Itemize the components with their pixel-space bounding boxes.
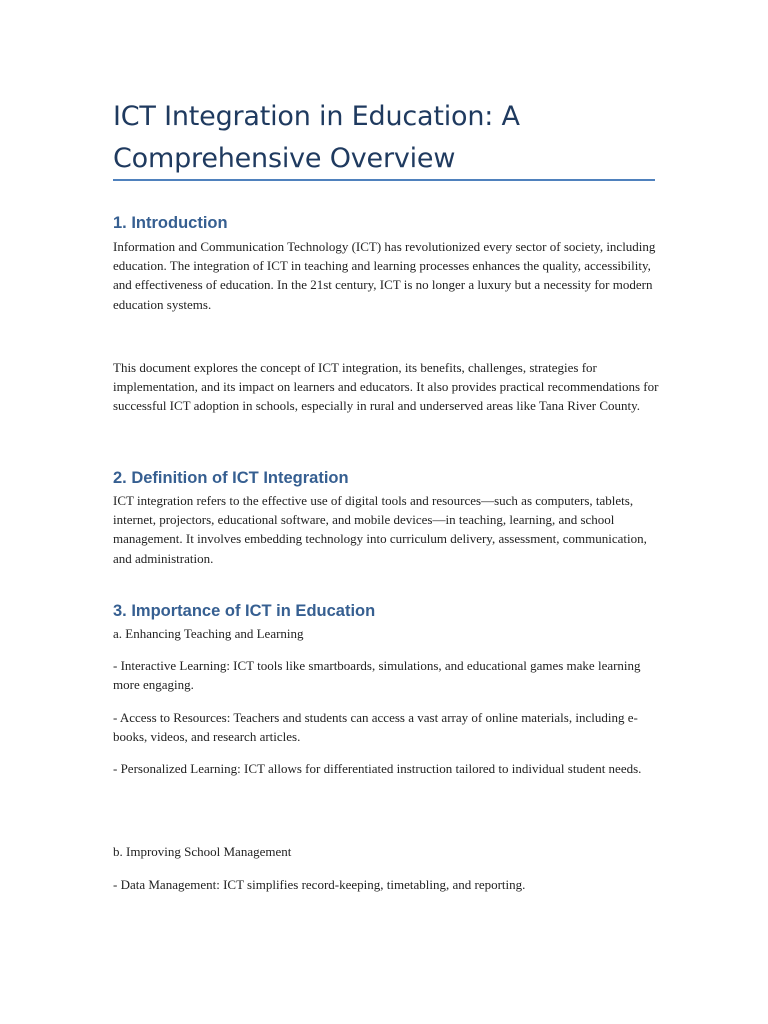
bullet-paragraph: - Access to Resources: Teachers and students can access a vast array of online materials, including e-books, videos, and research articles. <box>113 710 638 745</box>
section-heading-introduction: 1. Introduction <box>113 214 228 232</box>
title-underline <box>113 179 655 181</box>
bullet-paragraph: - Personalized Learning: ICT allows for differentiated instruction tailored to individual student needs. <box>113 761 642 776</box>
subheading-enhancing-teaching: a. Enhancing Teaching and Learning <box>113 626 304 641</box>
section-heading-importance: 3. Importance of ICT in Education <box>113 602 376 620</box>
subheading-improving-management: b. Improving School Management <box>113 844 292 859</box>
bullet-paragraph: - Data Management: ICT simplifies record-keeping, timetabling, and reporting. <box>113 877 526 892</box>
bullet-paragraph: - Interactive Learning: ICT tools like smartboards, simulations, and educational games make learning more engaging. <box>113 658 641 693</box>
document-title: ICT Integration in Education: A Comprehensive Overview <box>113 101 520 174</box>
paragraph: ICT integration refers to the effective use of digital tools and resources—such as computers, tablets, internet, projectors, educational software, and mobile devices—in teaching, learning, and school management. It involves embedding technology into curriculum delivery, assessment, communication, and administration. <box>113 493 647 566</box>
paragraph: This document explores the concept of ICT integration, its benefits, challenges, strategies for implementation, and its impact on learners and educators. It also provides practical recommendations for successful ICT adoption in schools, especially in rural and underserved areas like Tana River County. <box>113 360 659 414</box>
paragraph: Information and Communication Technology (ICT) has revolutionized every sector of society, including education. The integration of ICT in teaching and learning processes enhances the quality, accessibility, and effectiveness of education. In the 21st century, ICT is no longer a luxury but a necessity for modern education systems. <box>113 239 656 312</box>
section-heading-definition: 2. Definition of ICT Integration <box>113 469 349 487</box>
